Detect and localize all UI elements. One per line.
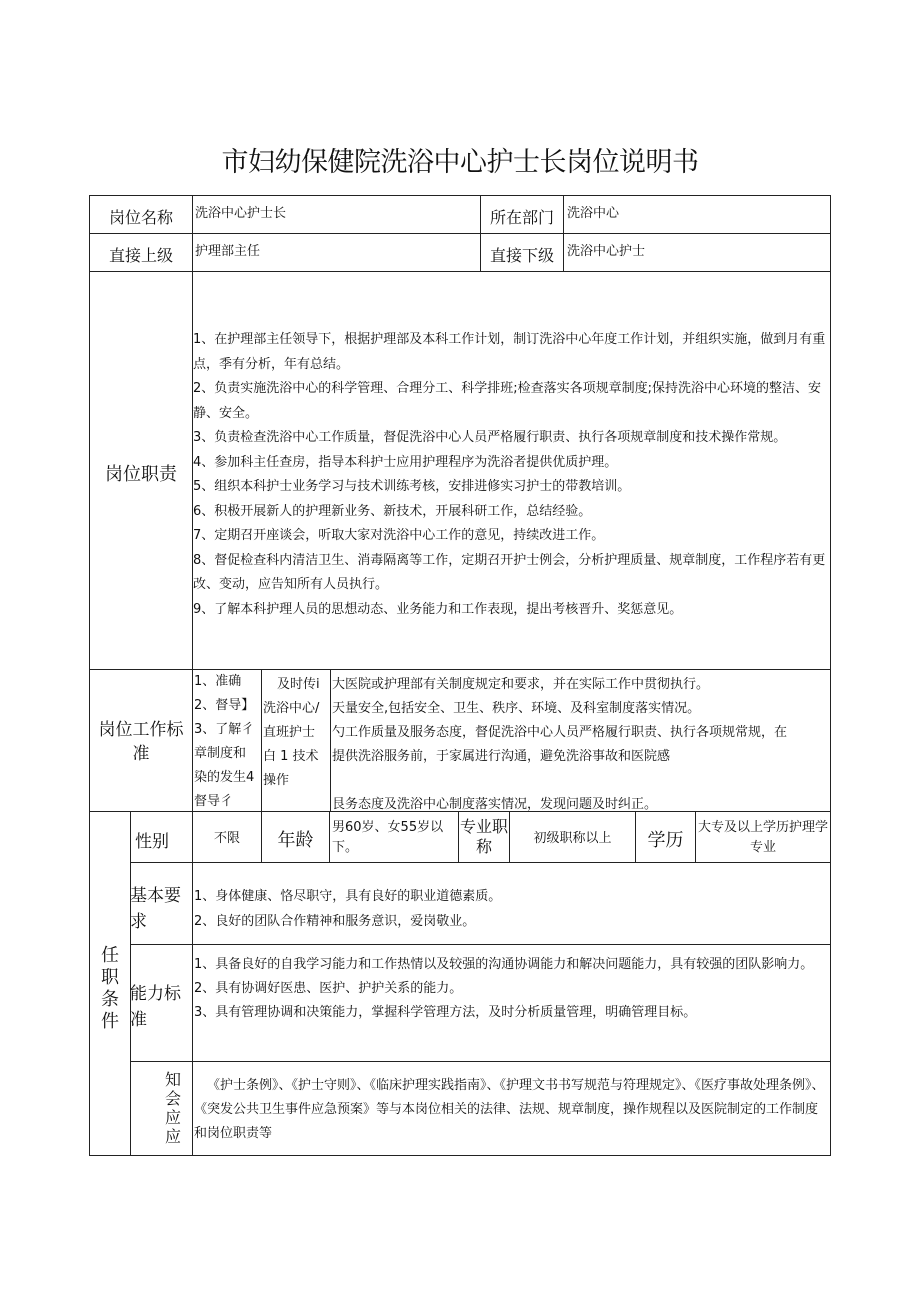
education-label: 学历 [647,830,684,851]
superior-value: 护理部主任 [195,244,261,259]
superior-label: 直接上级 [108,246,173,265]
page-title: 市妇幼保健院洗浴中心护士长岗位说明书 [221,147,699,178]
post-name-label: 岗位名称 [108,208,173,227]
duties-list [193,328,833,622]
duty-item: 6、积极开展新人的护理新业务、新技术，开展科研工作，总结经验。 [193,503,592,519]
ability-standards-list: 1、具备良好的自我学习能力和工作热情以及较强的沟通协调能力和解决问题能力，具有较强的团队影响力。 2、具有协调好医患、医护、护护关系的能力。 3、具有管理协调和决策能力，掌握科学管理方法，及时分析质量管理，明确管理目标。 [194,957,814,1020]
duties-label: 岗位职责 [105,464,177,485]
duty-item: 2、负责实施洗浴中心的科学管理、合理分工、科学排班;检查落实各项规章制度;保持洗浴中心环境的整洁、安静、安全。 [193,381,822,421]
age-label: 年龄 [277,830,314,851]
knowledge-label: 知会应应 [164,1070,181,1146]
subordinate-value: 洗浴中心护士 [567,244,646,259]
standards-col3: 大医院或护理部有关制度规定和要求，并在实际工作中贯彻执行。 天量安全,包括安全、卫生、秩序、环境、及科室制度落实情况。 勺工作质量及服务态度，督促洗浴中心人员严格履行职责、执行各项规常规，在 提供洗浴服务前，于家属进行沟通，避免洗浴事故和医院感 艮务态度及洗浴中心制度落实情况，发现问题及时纠正。 [332,677,788,812]
ability-standards-label: 能力标准 [130,984,181,1030]
requirements-label: 任职条件 [101,945,119,1032]
subordinate-label: 直接下级 [489,246,554,265]
duty-item: 5、组织本科护士业务学习与技术训练考核，安排进修实习护士的带教培训。 [193,479,631,494]
education-value: 大专及以上学历护理学专业 [698,820,829,855]
gender-value: 不限 [213,831,240,846]
department-label: 所在部门 [489,208,554,227]
duty-item: 9、了解本科护理人员的思想动态、业务能力和工作表现，提出考核晋升、奖惩意见。 [193,601,683,617]
standards-label: 岗位工作标准 [98,720,184,764]
duty-item: 8、督促检查科内清洁卫生、消毒隔离等工作，定期召开护士例会，分析护理质量、规章制度，工作程序若有更改、变动，应告知所有人员执行。 [193,552,826,592]
post-name-value: 洗浴中心护士长 [195,206,287,221]
department-value: 洗浴中心 [567,206,620,221]
age-value: 男60岁、女55岁以下。 [332,820,444,855]
basic-requirements-list: 1、身体健康、恪尽职守，具有良好的职业道德素质。 2、良好的团队合作精神和服务意识，爱岗敬业。 [194,889,502,929]
duty-item: 7、定期召开座谈会，听取大家对洗浴中心工作的意见，持续改进工作。 [193,528,605,543]
gender-label: 性别 [135,832,169,852]
professional-title-value: 初级职称以上 [533,831,612,846]
basic-requirements-label: 基本要求 [130,886,181,932]
duty-item: 3、负责检查洗浴中心工作质量，督促洗浴中心人员严格履行职责、执行各项规章制度和技术操作常规。 [193,430,787,445]
standards-col2: 及时传i 洗浴中心/ 直班护士 白 1 技术 操作 [263,677,320,788]
duty-item: 4、参加科主任查房，指导本科护士应用护理程序为洗浴者提供优质护理。 [193,454,618,470]
standards-col1: 1、准确 2、督导】 3、了解彳 章制度和 染的发生4 督导彳 [194,674,255,809]
duty-item: 1、在护理部主任领导下，根据护理部及本科工作计划，制订洗浴中心年度工作计划，并组织实施，做到月有重点，季有分析，年有总结。 [193,332,826,372]
professional-title-label: 专业职称 [460,817,509,856]
knowledge-text: 《护士条例》、《护士守则》、《临床护理实践指南》、《护理文书书写规范与符理规定》、《医疗事故处理条例》、《突发公共卫生事件应急预案》等与本岗位相关的法律、法规、规章制度，操作规程以及医院制定的工作制度和岗位职责等 [194,1078,825,1141]
